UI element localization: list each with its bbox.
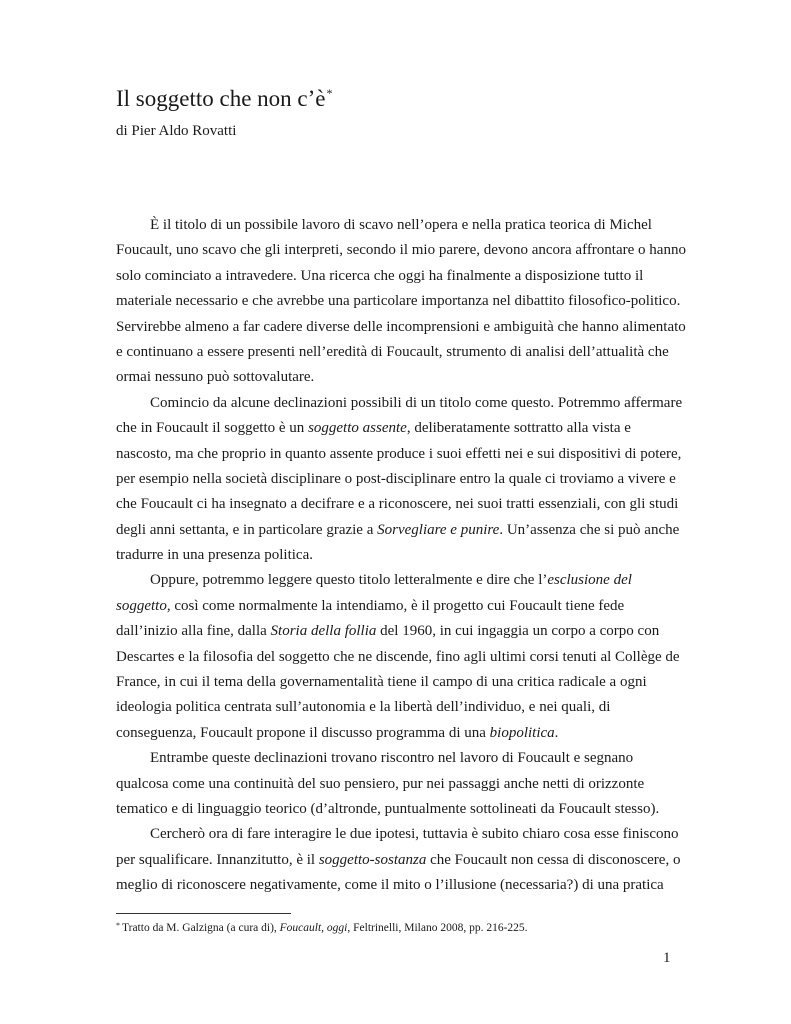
text-line: ideologia politica centrata sull’autonomia e la libertà dell’individuo, e nei quali, di bbox=[116, 699, 611, 716]
text-line: che in Foucault il soggetto è un soggetto assente, deliberatamente sottratto alla vista e bbox=[116, 420, 631, 437]
page-number: 1 bbox=[663, 950, 671, 966]
page-title bbox=[116, 84, 332, 114]
text-line: qualcosa come una continuità del suo pensiero, pur nei passaggi anche netti di orizzonte bbox=[116, 775, 645, 792]
text-line: Cercherò ora di fare interagire le due ipotesi, tuttavia è subito chiaro cosa esse finiscono bbox=[150, 826, 679, 843]
italic-title: Sorvegliare e punire bbox=[377, 521, 500, 538]
footnote-book-title: Foucault, oggi bbox=[279, 922, 348, 934]
text-line: materiale necessario e che avrebbe una particolare importanza nel dibattito filosofico-politico. bbox=[116, 293, 681, 310]
text-line: Entrambe queste declinazioni trovano riscontro nel lavoro di Foucault e segnano bbox=[150, 750, 634, 767]
text-line: solo cominciato a intravedere. Una ricerca che oggi ha finalmente a disposizione tutto il bbox=[116, 267, 644, 284]
footnote bbox=[116, 920, 528, 936]
italic-term: soggetto bbox=[116, 597, 167, 614]
text-line: soggetto, così come normalmente la intendiamo, è il progetto cui Foucault tiene fede bbox=[116, 597, 625, 614]
text-line: dall’inizio alla fine, dalla Storia della follia del 1960, in cui ingaggia un corpo a corpo con bbox=[116, 623, 660, 640]
title-text: Il soggetto che non c’è bbox=[116, 86, 326, 111]
footnote-divider bbox=[116, 913, 291, 914]
text-line: che Foucault ci ha insegnato a decifrare e a riconoscere, nei suoi tratti essenziali, con gli studi bbox=[116, 496, 679, 513]
text-line: conseguenza, Foucault propone il discusso programma di una biopolitica. bbox=[116, 724, 559, 741]
text-line: tematico e di linguaggio teorico (d’altronde, puntualmente sottolineati da Foucault stesso). bbox=[116, 800, 660, 817]
text-line: Comincio da alcune declinazioni possibili di un titolo come questo. Potremmo affermare bbox=[150, 394, 683, 411]
text-line: e continuano a essere presenti nell’eredità di Foucault, strumento di analisi dell’attualità che bbox=[116, 343, 669, 360]
text-line: per esempio nella società disciplinare o post-disciplinare entro la quale ci troviamo a vivere e bbox=[116, 470, 676, 487]
italic-term: biopolitica bbox=[489, 724, 555, 741]
text-line: nascosto, ma che proprio in quanto assente produce i suoi effetti nei e sui dispositivi di potere, bbox=[116, 445, 682, 462]
text-line: Foucault, uno scavo che gli interpreti, secondo il mio parere, devono ancora affrontare o hanno bbox=[116, 242, 686, 259]
footnote-mark: * bbox=[116, 921, 120, 930]
text-line: Oppure, potremmo leggere questo titolo letteralmente e dire che l’esclusione del bbox=[150, 572, 632, 589]
italic-term: soggetto-sostanza bbox=[318, 851, 427, 868]
footnote-text-before: Tratto da M. Galzigna (a cura di), bbox=[122, 922, 280, 934]
text-line: ormai nessuno può sottovalutare. bbox=[116, 369, 315, 386]
text-line: Descartes e la filosofia del soggetto che ne discende, fino agli ultimi corsi tenuti al Collège de bbox=[116, 648, 680, 665]
italic-term: esclusione del bbox=[547, 572, 632, 589]
author-byline: di Pier Aldo Rovatti bbox=[116, 123, 237, 139]
italic-title: Storia della follia bbox=[270, 623, 377, 640]
footnote-text-after: , Feltrinelli, Milano 2008, pp. 216-225. bbox=[347, 922, 528, 934]
text-line: tradurre in una presenza politica. bbox=[116, 547, 313, 564]
text-line: meglio di riconoscere negativamente, come il mito o l’illusione (necessaria?) di una pratica bbox=[116, 877, 664, 894]
text-line: degli anni settanta, e in particolare grazie a Sorvegliare e punire. Un’assenza che si può anche bbox=[116, 521, 680, 538]
body-text bbox=[116, 213, 686, 899]
text-line: Servirebbe almeno a far cadere diverse delle incomprensioni e ambiguità che hanno alimentato bbox=[116, 318, 686, 335]
text-line: France, in cui il tema della governamentalità tiene il campo di una critica radicale a ogni bbox=[116, 674, 647, 691]
text-line: È il titolo di un possibile lavoro di scavo nell’opera e nella pratica teorica di Michel bbox=[150, 217, 652, 233]
italic-term: soggetto assente bbox=[308, 420, 407, 437]
text-line: per squalificare. Innanzitutto, è il soggetto-sostanza che Foucault non cessa di disconoscere, o bbox=[116, 851, 681, 868]
title-footnote-mark[interactable]: * bbox=[326, 86, 333, 100]
